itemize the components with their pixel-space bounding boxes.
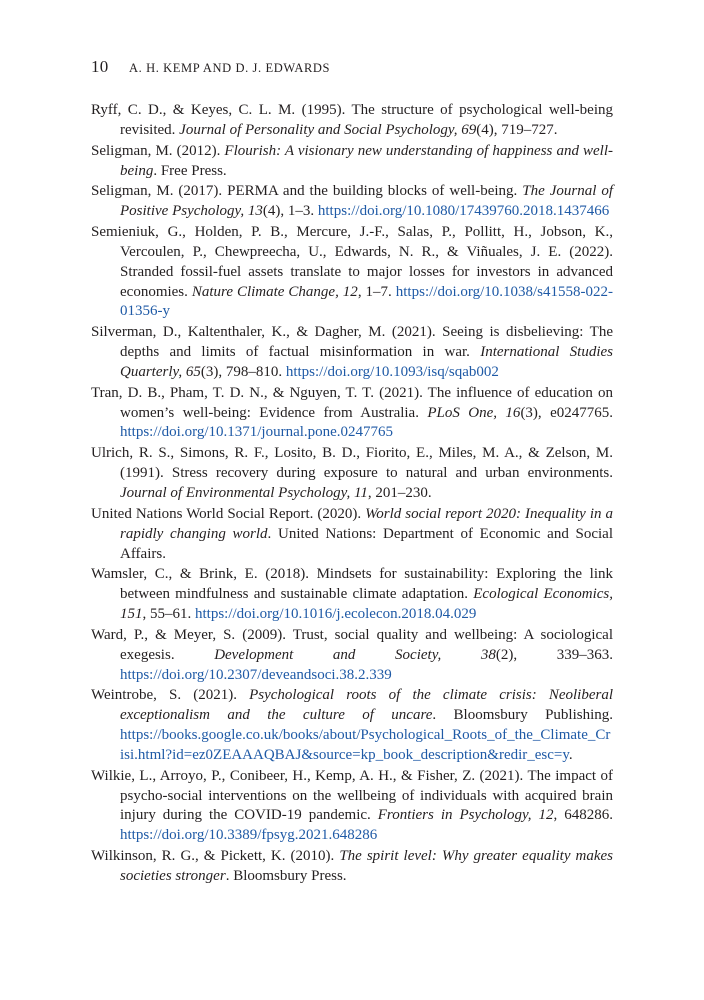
reference-entry [91, 101, 613, 141]
doi-link[interactable]: https://doi.org/10.1371/journal.pone.0247765 [120, 424, 394, 441]
reference-text: , 648286. [553, 807, 614, 824]
reference-text: , 1–7. [357, 283, 396, 300]
reference-entry [91, 323, 613, 383]
reference-source: Journal of Personality and Social Psychology, 69 [179, 121, 477, 138]
reference-text: (4), 719–727. [476, 121, 558, 138]
reference-text: . Bloomsbury Publishing. [432, 707, 613, 724]
doi-link[interactable]: https://doi.org/10.1093/isq/sqab002 [285, 363, 499, 380]
reference-text: United Nations World Social Report. (2020). [91, 505, 366, 522]
reference-source: Psychological roots of the climate crisis: Neoliberal exceptionalism and the culture of uncare [120, 687, 613, 724]
reference-entry [91, 223, 613, 323]
reference-text: (4), 1–3. [262, 203, 318, 220]
reference-text: Ulrich, R. S., Simons, R. F., Losito, B. D., Fiorito, E., Miles, M. A., & Zelson, M. (1991). Stress recovery during exposure to natural and urban environments. [91, 445, 613, 482]
reference-source: Flourish: A visionary new understanding of happiness and well-being [120, 142, 613, 179]
reference-text: , 55–61. [142, 606, 195, 623]
reference-source: Nature Climate Change, 12 [191, 283, 358, 300]
reference-text: Tran, D. B., Pham, T. D. N., & Nguyen, T. T. (2021). The influence of education on women’s well-being: Evidence from Australia. [91, 384, 613, 421]
doi-link[interactable]: https://doi.org/10.1080/17439760.2018.1437466 [317, 203, 610, 220]
reference-entry [91, 444, 613, 504]
doi-link[interactable]: https://doi.org/10.3389/fpsyg.2021.648286 [120, 827, 378, 844]
reference-source: The Journal of Positive Psychology, 13 [120, 183, 613, 220]
reference-text: Wilkie, L., Arroyo, P., Conibeer, H., Kemp, A. H., & Fisher, Z. (2021). The impact of psycho-social interventions on the wellbeing of individuals with acquired brain injury during the COVID-19 pandemic. [91, 767, 613, 824]
page-number: 10 [91, 57, 109, 76]
reference-source: Ecological Economics, 151 [120, 586, 614, 623]
reference-entry [91, 686, 613, 766]
reference-text: . [568, 746, 573, 763]
reference-entry [91, 182, 613, 222]
reference-text: (3), e0247765. [520, 404, 613, 421]
reference-entry [91, 626, 613, 686]
reference-entry [91, 505, 613, 565]
reference-entry [91, 767, 613, 847]
reference-source: The spirit level: Why greater equality makes societies stronger [120, 848, 613, 884]
reference-text: Silverman, D., Kaltenthaler, K., & Dagher, M. (2021). Seeing is disbelieving: The depths and limits of factual misinformation in war. [91, 324, 613, 361]
reference-source: Development and Society, 38 [214, 646, 496, 663]
reference-text: Semieniuk, G., Holden, P. B., Mercure, J.-F., Salas, P., Pollitt, H., Jobson, K., Vercoulen, P., Chewpreecha, U., Edwards, N. R., & Viñuales, J. E. (2022). Stranded fossil-fuel assets translate to major losses for investors in advanced economies. [91, 223, 613, 300]
doi-link[interactable]: https://doi.org/10.1038/s41558-022-01356-y [120, 283, 613, 320]
reference-text: Wamsler, C., & Brink, E. (2018). Mindsets for sustainability: Exploring the link between mindfulness and sustainable climate adaptation. [91, 566, 613, 603]
reference-text: . Bloomsbury Press. [225, 868, 347, 884]
doi-link[interactable]: https://doi.org/10.1016/j.ecolecon.2018.04.029 [195, 606, 477, 623]
reference-source: PLoS One, 16 [427, 404, 521, 421]
reference-source: Frontiers in Psychology, 12 [377, 807, 554, 824]
book-link[interactable]: https://books.google.co.uk/books/about/Psychological_Roots_of_the_Climate_Crisi.html?id=ez0ZEAAAQBAJ&source=kp_book_description&redir_esc=y [120, 727, 611, 763]
reference-list [91, 101, 613, 888]
reference-text: (3), 798–810. [200, 363, 286, 380]
reference-text: (2), 339–363. [495, 646, 613, 663]
reference-entry [91, 384, 613, 444]
reference-text: . Free Press. [153, 162, 227, 179]
running-head-authors: A. H. KEMP AND D. J. EDWARDS [129, 61, 331, 75]
running-head [91, 58, 330, 78]
reference-entry [91, 142, 613, 182]
reference-source: World social report 2020: Inequality in a rapidly changing world [120, 505, 613, 542]
reference-source: Journal of Environmental Psychology, 11 [120, 485, 368, 501]
reference-text: Seligman, M. (2012). [91, 142, 225, 159]
reference-text: , 201–230. [367, 485, 432, 501]
reference-text: Ryff, C. D., & Keyes, C. L. M. (1995). The structure of psychological well-being revisited. [91, 102, 613, 138]
reference-text: Ward, P., & Meyer, S. (2009). Trust, social quality and wellbeing: A sociological exegesis. [91, 626, 613, 663]
reference-text: Weintrobe, S. (2021). [91, 687, 250, 704]
reference-text: . United Nations: Department of Economic and Social Affairs. [120, 525, 614, 562]
reference-entry [91, 847, 613, 887]
reference-entry [91, 565, 613, 625]
doi-link[interactable]: https://doi.org/10.2307/deveandsoci.38.2.339 [120, 666, 392, 683]
reference-source: International Studies Quarterly, 65 [120, 344, 614, 380]
reference-text: Wilkinson, R. G., & Pickett, K. (2010). [91, 848, 340, 865]
reference-text: Seligman, M. (2017). PERMA and the building blocks of well-being. [91, 183, 523, 200]
